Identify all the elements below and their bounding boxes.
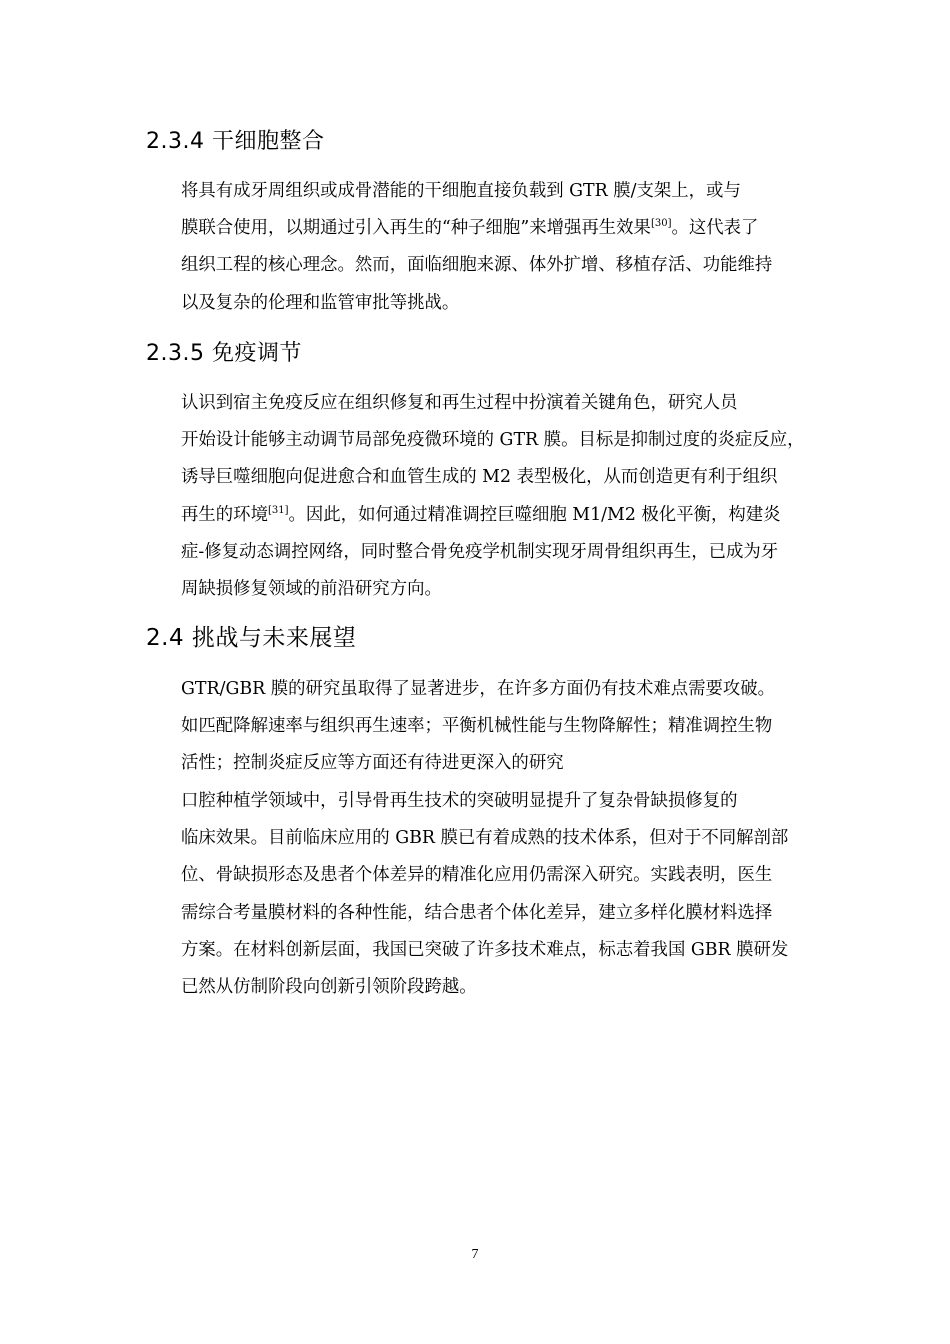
text-line: 需综合考量膜材料的各种性能，结合患者个体化差异，建立多样化膜材料选择: [181, 902, 773, 923]
section-heading-2-4: 2.4 挑战与未来展望: [146, 625, 357, 651]
section-heading-2-3-4: 2.3.4 干细胞整合: [146, 129, 325, 154]
page-number: 7: [471, 1247, 479, 1262]
text-line: 活性；控制炎症反应等方面还有待进更深入的研究: [181, 753, 564, 774]
text-line: 位、骨缺损形态及患者个体差异的精准化应用仍需深入研究。实践表明，医生: [181, 865, 773, 886]
paragraph-future-outlook: [146, 783, 814, 1006]
text-line: 诱导巨噬细胞向促进愈合和血管生成的 M2 表型极化，从而创造更有利于组织: [181, 467, 778, 488]
text-line: 膜联合使用，以期通过引入再生的“种子细胞”来增强再生效果[30]。这代表了: [181, 218, 759, 239]
paragraph-stem-cell-integration: [146, 173, 814, 322]
text-line: 周缺损修复领域的前沿研究方向。: [181, 579, 442, 600]
text-line: 如匹配降解速率与组织再生速率；平衡机械性能与生物降解性；精准调控生物: [181, 716, 773, 737]
text-line: 再生的环境[31]。因此，如何通过精准调控巨噬细胞 M1/M2 极化平衡，构建炎: [181, 504, 781, 525]
text-line: 开始设计能够主动调节局部免疫微环境的 GTR 膜。目标是抑制过度的炎症反应，: [181, 430, 805, 451]
text-line: GTR/GBR 膜的研究虽取得了显著进步，在许多方面仍有技术难点需要攻破。: [181, 679, 776, 699]
text-line: 临床效果。目前临床应用的 GBR 膜已有着成熟的技术体系，但对于不同解剖部: [181, 828, 789, 849]
text-line: 将具有成牙周组织或成骨潜能的干细胞直接负载到 GTR 膜/支架上，或与: [181, 181, 741, 201]
citation-ref[interactable]: [31]: [267, 504, 289, 516]
text-line: 已然从仿制阶段向创新引领阶段跨越。: [181, 977, 477, 998]
section-heading-2-3-5: 2.3.5 免疫调节: [146, 341, 302, 366]
text-line: 口腔种植学领域中，引导骨再生技术的突破明显提升了复杂骨缺损修复的: [181, 791, 738, 811]
text-line: 组织工程的核心理念。然而，面临细胞来源、体外扩增、移植存活、功能维持: [181, 255, 773, 276]
text-line: 认识到宿主免疫反应在组织修复和再生过程中扮演着关键角色，研究人员: [181, 393, 738, 413]
text-line: 症-修复动态调控网络，同时整合骨免疫学机制实现牙周骨组织再生，已成为牙: [181, 541, 779, 562]
text-line: 方案。在材料创新层面，我国已突破了许多技术难点，标志着我国 GBR 膜研发: [181, 939, 789, 960]
paragraph-immune-regulation: [146, 385, 814, 608]
citation-ref[interactable]: [30]: [650, 218, 672, 230]
paragraph-challenges: [146, 671, 814, 783]
text-line: 以及复杂的伦理和监管审批等挑战。: [181, 292, 460, 313]
